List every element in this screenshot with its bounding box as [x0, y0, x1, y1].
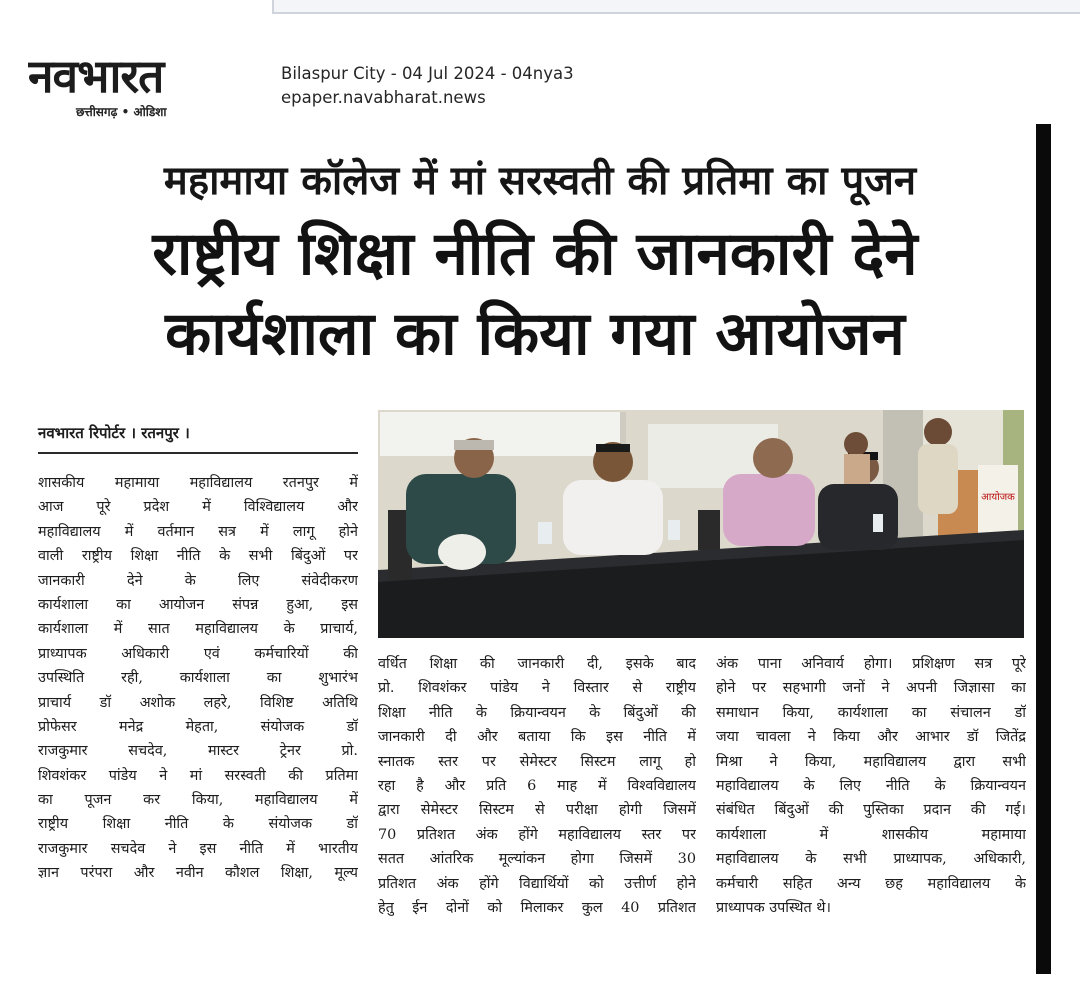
text-line: कार्यशाला में सात महाविद्यालय के प्राचार्य,	[38, 621, 358, 638]
edition-line: Bilaspur City - 04 Jul 2024 - 04nya3	[281, 64, 574, 83]
byline: नवभारत रिपोर्टर । रतनपुर ।	[38, 424, 190, 442]
headline-line: राष्ट्रीय शिक्षा नीति की जानकारी देने	[152, 219, 918, 289]
article-photo	[378, 410, 1024, 638]
text-line: सतत आंतरिक मूल्यांकन होगा जिसमें 30	[378, 851, 696, 868]
text-line: समाधान किया, कार्यशाला का संचालन डॉ	[716, 704, 1026, 721]
text-line: का पूजन कर किया, महाविद्यालय में	[38, 792, 358, 809]
text-line: राष्ट्रीय शिक्षा नीति के संयोजक डॉ	[38, 816, 358, 833]
text-line: महाविद्यालय के लिए नीति के क्रियान्वयन	[716, 777, 1026, 794]
article-column-1	[38, 471, 358, 886]
text-line: 70 प्रतिशत अंक होंगे महाविद्यालय स्तर पर	[378, 826, 696, 843]
logo-subtitle: छत्तीसगढ़ • ओडिशा	[76, 105, 167, 119]
main-headline	[30, 214, 1040, 374]
article-column-3	[716, 652, 1026, 920]
text-line: मिश्रा ने किया, महाविद्यालय द्वारा सभी	[716, 753, 1026, 770]
text-line: प्राध्यापक अधिकारी एवं कर्मचारियों की	[38, 645, 358, 662]
text-line: राजकुमार सचदेव, मास्टर ट्रेनर प्रो.	[38, 743, 358, 760]
text-line: वाली राष्ट्रीय शिक्षा नीति के सभी बिंदुओं पर	[38, 548, 358, 565]
text-line: राजकुमार सचदेव ने इस नीति में भारतीय	[38, 840, 358, 857]
text-line: हेतु ईन दोनों को मिलाकर कुल 40 प्रतिशत	[378, 899, 696, 916]
masthead-logo	[28, 48, 260, 122]
text-line: वर्धित शिक्षा की जानकारी दी, इसके बाद	[378, 656, 696, 672]
text-line: संबंधित बिंदुओं की पुस्तिका प्रदान की गई।	[716, 802, 1026, 819]
text-line: कार्यशाला में शासकीय महामाया	[716, 826, 1026, 843]
text-line: कार्यशाला का आयोजन संपन्न हुआ, इस	[38, 596, 358, 613]
headline-line: कार्यशाला का किया गया आयोजन	[165, 299, 905, 369]
text-line: रहा है और प्रति 6 माह में विश्वविद्यालय	[378, 777, 696, 794]
text-line: द्वारा सेमेस्टर सिस्टम से परीक्षा होगी जिसमें	[378, 802, 696, 819]
text-line: कर्मचारी सहित अन्य छह महाविद्यालय के	[716, 875, 1026, 892]
text-line: अंक पाना अनिवार्य होगा। प्रशिक्षण सत्र पूरे	[716, 656, 1026, 672]
text-line: महाविद्यालय के सभी प्राध्यापक, अधिकारी,	[716, 851, 1026, 868]
banner-text: आयोजक	[981, 492, 1015, 503]
text-line: प्राध्यापक उपस्थित थे।	[716, 899, 831, 916]
text-line: प्रतिशत अंक होंगे विद्यार्थियों को उत्तीर्ण होने	[378, 875, 696, 892]
text-line: आज पूरे प्रदेश में विश्विद्यालय और	[38, 499, 358, 516]
text-line: जानकारी देने के लिए संवेदीकरण	[38, 572, 358, 589]
workshop-photo-illustration	[378, 410, 1024, 638]
text-line: जानकारी दी और बताया कि इस नीति में	[378, 729, 696, 746]
text-line: शिक्षा नीति के क्रियान्वयन के बिंदुओं की	[378, 704, 696, 721]
text-line: शिवशंकर पांडेय ने मां सरस्वती की प्रतिमा	[38, 767, 358, 784]
text-line: शासकीय महामाया महाविद्यालय रतनपुर में	[38, 475, 358, 491]
logo-title: नवभारत	[28, 49, 164, 103]
text-line: उपस्थिति रही, कार्यशाला का शुभारंभ	[38, 670, 358, 687]
epaper-site: epaper.navabharat.news	[281, 88, 486, 107]
text-line: होने पर सहभागी जनों ने अपनी जिज्ञासा का	[716, 680, 1026, 697]
text-line: प्रो. शिवशंकर पांडेय ने विस्तार से राष्ट्रीय	[378, 680, 696, 697]
text-line: ज्ञान परंपरा और नवीन कौशल शिक्षा, मूल्य	[38, 865, 358, 882]
text-line: महाविद्यालय में वर्तमान सत्र में लागू होने	[38, 523, 358, 540]
kicker-headline: महामाया कॉलेज में मां सरस्वती की प्रतिमा का पूजन	[163, 158, 917, 204]
text-line: जया चावला ने किया और आभार डॉ जितेंद्र	[716, 729, 1026, 746]
app-top-bar	[272, 0, 1080, 14]
text-line: स्नातक स्तर पर सेमेस्टर सिस्टम लागू हो	[378, 753, 696, 770]
text-line: प्रोफेसर मनेद्र मेहता, संयोजक डॉ	[38, 718, 358, 735]
byline-rule	[38, 452, 358, 454]
article-column-2	[378, 652, 696, 920]
text-line: प्राचार्य डॉ अशोक लहरे, विशिष्ट अतिथि	[38, 694, 358, 711]
